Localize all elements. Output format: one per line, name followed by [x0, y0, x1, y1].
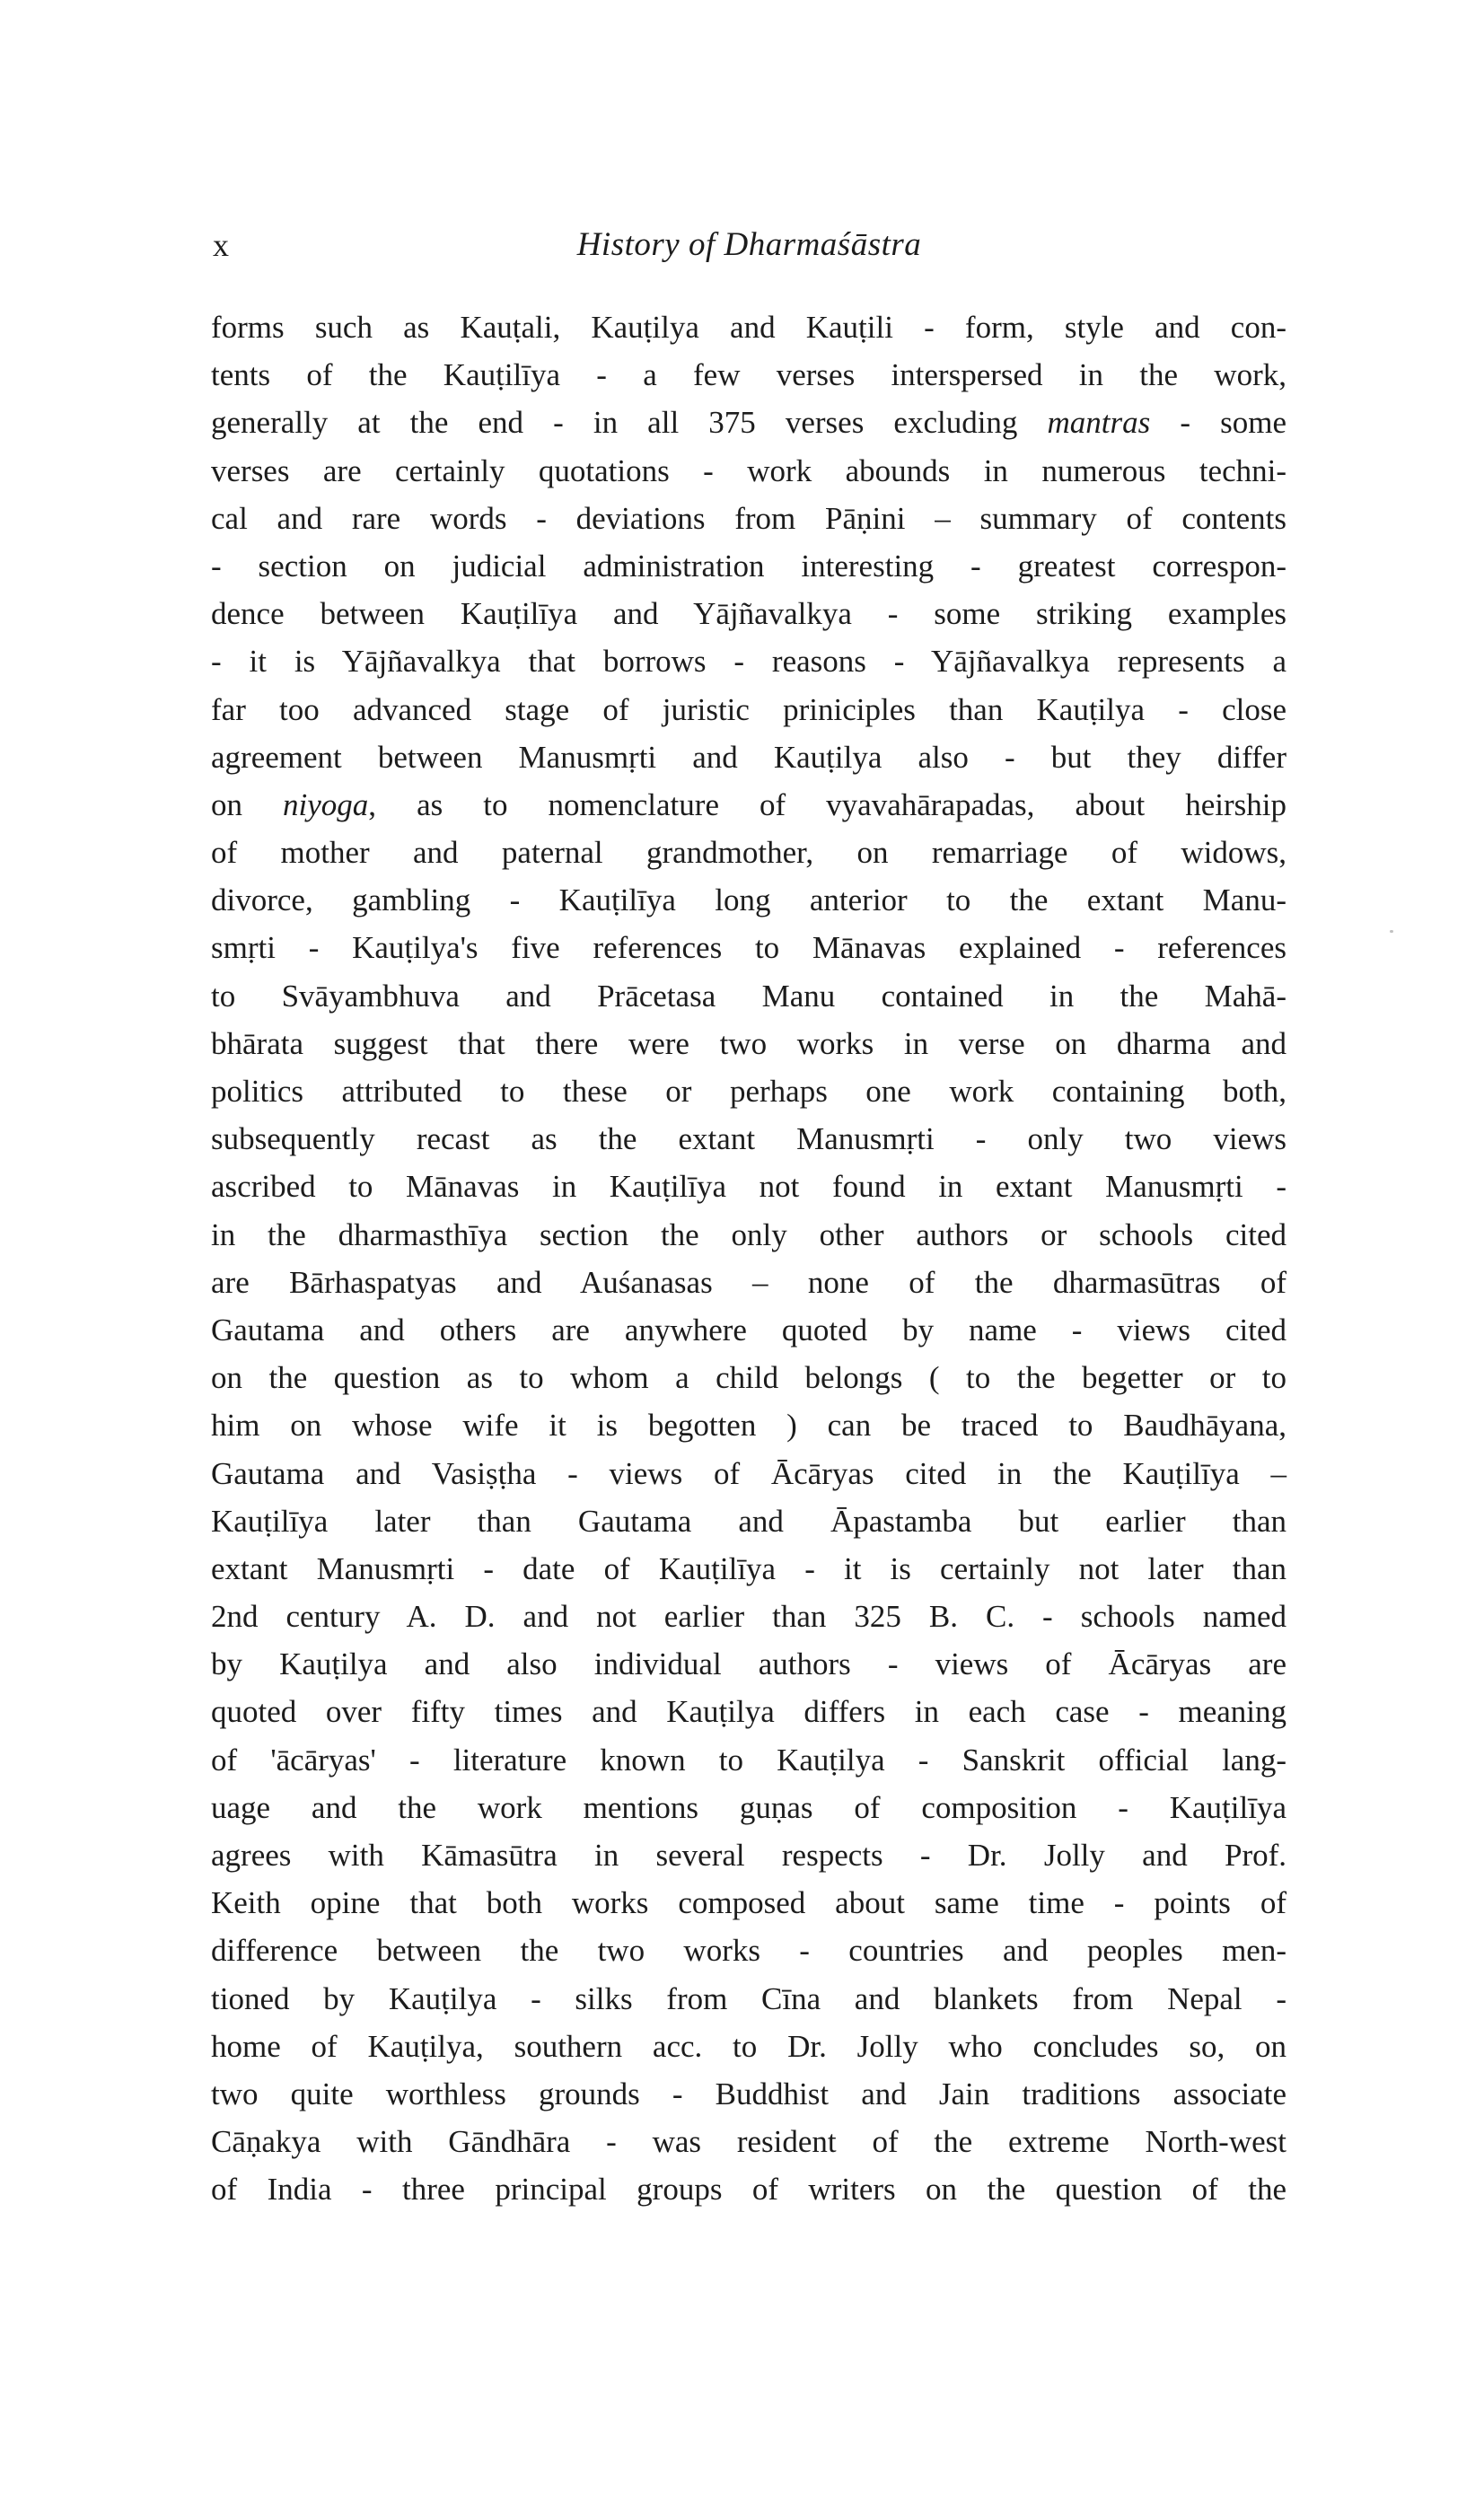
text-line: divorce, gambling - Kauṭilīya long anterior to the extant Manu- — [211, 882, 1286, 918]
body-paragraph — [211, 303, 1286, 2214]
text-line: ascribed to Mānavas in Kauṭilīya not found in extant Manusmṛti - — [211, 1169, 1286, 1205]
text-line: agreement between Manusmṛti and Kauṭilya also - but they differ — [211, 739, 1286, 775]
text-line: uage and the work mentions guṇas of composition - Kauṭilīya — [211, 1789, 1286, 1825]
text-line: two quite worthless grounds - Buddhist and Jain traditions associate — [211, 2076, 1286, 2111]
text-line: cal and rare words - deviations from Pāṇini – summary of contents — [211, 500, 1286, 536]
text-line: of India - three principal groups of writers on the question of the — [211, 2172, 1286, 2208]
text-line: bhārata suggest that there were two works in verse on dharma and — [211, 1025, 1286, 1061]
text-line: by Kauṭilya and also individual authors - views of Ācāryas are — [211, 1646, 1286, 1682]
text-line: politics attributed to these or perhaps one work containing both, — [211, 1074, 1286, 1109]
text-line: difference between the two works - countries and peoples men- — [211, 1933, 1286, 1969]
text-line: - it is Yājñavalkya that borrows - reasons - Yājñavalkya represents a — [211, 644, 1286, 680]
text-line: in the dharmasthīya section the only other authors or schools cited — [211, 1216, 1286, 1252]
scan-speck — [1390, 930, 1393, 933]
running-head: History of Dharmaśāstra — [576, 226, 922, 263]
text-line: verses are certainly quotations - work abounds in numerous techni- — [211, 452, 1286, 488]
text-line: to Svāyambhuva and Prācetasa Manu contained in the Mahā- — [211, 978, 1286, 1014]
text-line: Keith opine that both works composed about same time - points of — [211, 1885, 1286, 1921]
text-line: far too advanced stage of juristic priniciples than Kauṭilya - close — [211, 691, 1286, 727]
text-line: him on whose wife it is begotten ) can be traced to Baudhāyana, — [211, 1408, 1286, 1444]
text-line: tioned by Kauṭilya - silks from Cīna and blankets from Nepal - — [211, 1980, 1286, 2016]
text-line: agrees with Kāmasūtra in several respects - Dr. Jolly and Prof. — [211, 1838, 1286, 1873]
text-line: subsequently recast as the extant Manusmṛti - only two views — [211, 1121, 1286, 1157]
text-line: smṛti - Kauṭilya's five references to Mānavas explained - references — [211, 930, 1286, 966]
page-header — [213, 223, 1286, 268]
text-line: are Bārhaspatyas and Auśanasas – none of the dharmasūtras of — [211, 1264, 1286, 1300]
text-line: tents of the Kauṭilīya - a few verses interspersed in the work, — [211, 357, 1286, 393]
text-line: dence between Kauṭilīya and Yājñavalkya - some striking examples — [211, 596, 1286, 632]
page-number: x — [213, 227, 229, 263]
text-line: of mother and paternal grandmother, on remarriage of widows, — [211, 835, 1286, 871]
text-line: forms such as Kauṭali, Kauṭilya and Kauṭili - form, style and con- — [211, 310, 1286, 345]
text-line: on the question as to whom a child belongs ( to the begetter or to — [211, 1360, 1286, 1396]
text-line: 2nd century A. D. and not earlier than 325 B. C. - schools named — [211, 1599, 1286, 1635]
text-line: extant Manusmṛti - date of Kauṭilīya - it is certainly not later than — [211, 1550, 1286, 1586]
text-line: Gautama and others are anywhere quoted by name - views cited — [211, 1312, 1286, 1348]
text-line: Cāṇakya with Gāndhāra - was resident of the extreme North-west — [211, 2124, 1286, 2160]
text-line: Kauṭilīya later than Gautama and Āpastamba but earlier than — [211, 1503, 1286, 1539]
text-line: generally at the end - in all 375 verses excluding mantras - some — [211, 405, 1286, 441]
text-line: on niyoga, as to nomenclature of vyavahārapadas, about heirship — [211, 786, 1286, 822]
text-line: of 'ācāryas' - literature known to Kauṭilya - Sanskrit official lang- — [211, 1742, 1286, 1778]
text-line: home of Kauṭilya, southern acc. to Dr. Jolly who concludes so, on — [211, 2028, 1286, 2064]
text-line: Gautama and Vasiṣṭha - views of Ācāryas cited in the Kauṭilīya – — [211, 1455, 1286, 1491]
text-line: - section on judicial administration interesting - greatest correspon- — [211, 548, 1286, 584]
text-line: quoted over fifty times and Kauṭilya differs in each case - meaning — [211, 1694, 1286, 1730]
